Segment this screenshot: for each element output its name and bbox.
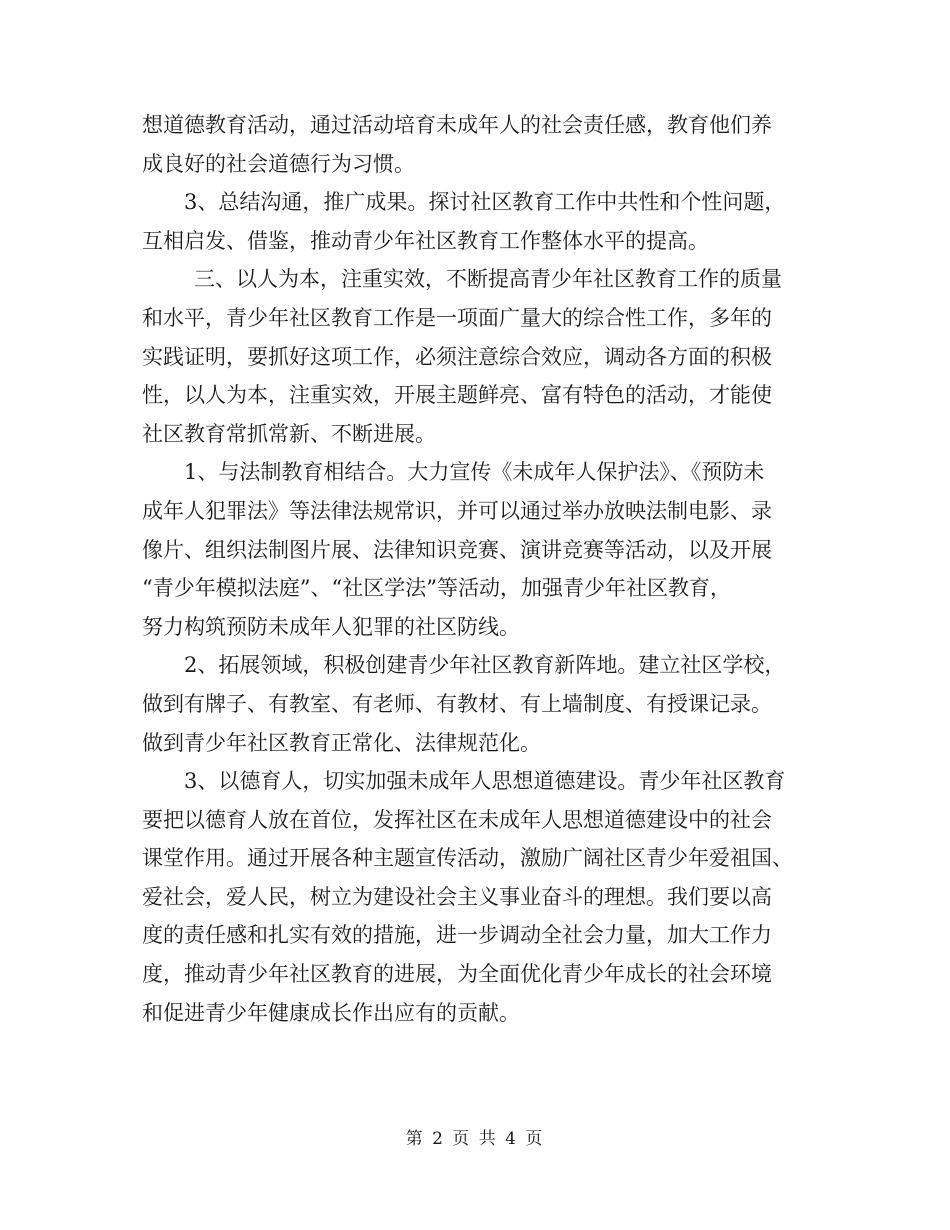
text-line: 度，推动青少年社区教育的进展，为全面优化青少年成长的社会环境 [142, 962, 772, 987]
text-line: 课堂作用。通过开展各种主题宣传活动，激励广阔社区青少年爱祖国、 [142, 846, 793, 871]
text-line: 要把以德育人放在首位，发挥社区在未成年人思想道德建设中的社会 [142, 807, 772, 832]
text-line: 度的责任感和扎实有效的措施，进一步调动全社会力量，加大工作力 [142, 923, 772, 948]
text-line: 1、与法制教育相结合。大力宣传《未成年人保护法》、《预防未 [184, 460, 765, 485]
page-number-footer: 第 2 页 共 4 页 [405, 1129, 545, 1149]
text-line: 想道德教育活动，通过活动培育未成年人的社会责任感，教育他们养 [142, 113, 772, 137]
text-line: 和水平，青少年社区教育工作是一项面广量大的综合性工作，多年的 [142, 305, 772, 330]
text-line: 社区教育常抓常新、不断进展。 [142, 421, 436, 446]
text-line: 像片、组织法制图片展、法律知识竞赛、演讲竞赛等活动，以及开展 [142, 537, 772, 562]
text-line: 成良好的社会道德行为习惯。 [142, 151, 415, 176]
text-line: “青少年模拟法庭”、“社区学法”等活动，加强青少年社区教育， [142, 576, 731, 601]
text-line: 做到青少年社区教育正常化、法律规范化。 [142, 730, 541, 755]
text-line: 互相启发、借鉴，推动青少年社区教育工作整体水平的提高。 [142, 228, 709, 253]
text-line: 3、以德育人，切实加强未成年人思想道德建设。青少年社区教育 [184, 769, 786, 794]
text-line: 做到有牌子、有教室、有老师、有教材、有上墙制度、有授课记录。 [142, 691, 772, 716]
text-line: 努力构筑预防未成年人犯罪的社区防线。 [142, 614, 520, 639]
text-line: 2、拓展领域，积极创建青少年社区教育新阵地。建立社区学校， [184, 653, 786, 678]
text-line: 和促进青少年健康成长作出应有的贡献。 [142, 1000, 520, 1025]
text-line: 成年人犯罪法》等法律法规常识，并可以通过举办放映法制电影、录 [142, 498, 772, 523]
body-text [142, 106, 802, 1032]
text-line: 实践证明，要抓好这项工作，必须注意综合效应，调动各方面的积极 [142, 344, 772, 369]
text-line: 三、以人为本，注重实效，不断提高青少年社区教育工作的质量 [194, 267, 782, 292]
text-line: 爱社会，爱人民，树立为建设社会主义事业奋斗的理想。我们要以高 [142, 884, 772, 909]
text-line: 3、总结沟通，推广成果。探讨社区教育工作中共性和个性问题， [184, 190, 786, 215]
text-line: 性，以人为本，注重实效，开展主题鲜亮、富有特色的活动，才能使 [142, 383, 772, 408]
